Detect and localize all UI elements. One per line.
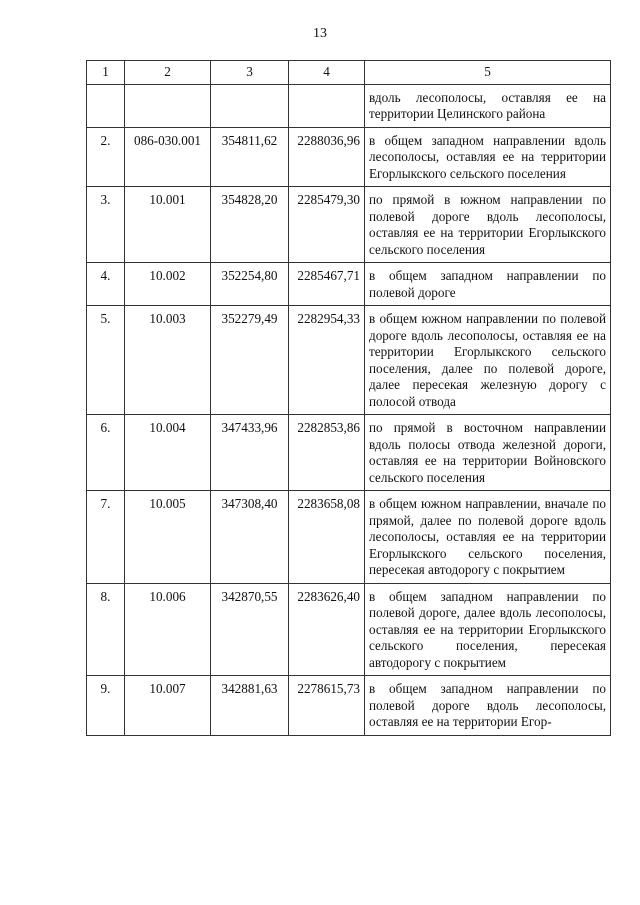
point-code: 10.002 <box>125 263 211 306</box>
row-number <box>87 84 125 127</box>
coord-y: 2283658,08 <box>289 491 365 584</box>
boundary-description: в общем западном направлении по полевой дороге, далее вдоль лесополосы, оставляя ее на территории Егорлыкского сельского поселения, пересекая автодорогу с покрытием <box>365 583 611 676</box>
coord-x <box>211 84 289 127</box>
header-cell: 3 <box>211 61 289 85</box>
header-cell: 5 <box>365 61 611 85</box>
table-row <box>87 306 611 415</box>
coord-y: 2282954,33 <box>289 306 365 415</box>
coord-x: 347433,96 <box>211 415 289 491</box>
point-code: 10.004 <box>125 415 211 491</box>
header-cell: 4 <box>289 61 365 85</box>
coord-y <box>289 84 365 127</box>
page-number: 13 <box>313 26 327 41</box>
table-row <box>87 415 611 491</box>
table-row <box>87 263 611 306</box>
point-code: 10.001 <box>125 187 211 263</box>
coord-x: 352254,80 <box>211 263 289 306</box>
point-code: 10.006 <box>125 583 211 676</box>
header-cell: 2 <box>125 61 211 85</box>
coord-y: 2285467,71 <box>289 263 365 306</box>
boundary-description: в общем западном направлении вдоль лесополосы, оставляя ее на территории Егорлыкского сельского поселения <box>365 127 611 187</box>
row-number: 7. <box>87 491 125 584</box>
coord-y: 2283626,40 <box>289 583 365 676</box>
coord-x: 342881,63 <box>211 676 289 736</box>
table-row <box>87 127 611 187</box>
boundary-description: в общем западном направлении по полевой дороге вдоль лесополосы, оставляя ее на территории Егор- <box>365 676 611 736</box>
row-number: 4. <box>87 263 125 306</box>
boundary-description: в общем западном направлении по полевой дороге <box>365 263 611 306</box>
row-number: 6. <box>87 415 125 491</box>
row-number: 2. <box>87 127 125 187</box>
header-row <box>87 61 611 85</box>
point-code <box>125 84 211 127</box>
table-row <box>87 583 611 676</box>
point-code: 10.007 <box>125 676 211 736</box>
table-row <box>87 676 611 736</box>
boundary-description: в общем южном направлении по полевой дороге вдоль лесополосы, оставляя ее на территории Егорлыкского сельского поселения, далее по полевой дороге, далее пересекая железную дорогу с полосой отвода <box>365 306 611 415</box>
coord-x: 352279,49 <box>211 306 289 415</box>
coord-x: 354811,62 <box>211 127 289 187</box>
boundary-description: в общем южном направлении, вначале по прямой, далее по полевой дороге вдоль лесополосы, оставляя ее на территории Егорлыкского сельского поселения, пересекая автодорогу с покрытием <box>365 491 611 584</box>
coord-y: 2282853,86 <box>289 415 365 491</box>
table-row <box>87 84 611 127</box>
point-code: 10.005 <box>125 491 211 584</box>
row-number: 5. <box>87 306 125 415</box>
table-row <box>87 187 611 263</box>
boundary-description: по прямой в восточном направлении вдоль полосы отвода железной дороги, оставляя ее на территории Войновского сельского поселения <box>365 415 611 491</box>
coord-x: 354828,20 <box>211 187 289 263</box>
point-code: 086-030.001 <box>125 127 211 187</box>
boundary-description: вдоль лесополосы, оставляя ее на территории Целинского района <box>365 84 611 127</box>
row-number: 9. <box>87 676 125 736</box>
header-cell: 1 <box>87 61 125 85</box>
coord-y: 2285479,30 <box>289 187 365 263</box>
point-code: 10.003 <box>125 306 211 415</box>
coord-y: 2278615,73 <box>289 676 365 736</box>
coord-x: 342870,55 <box>211 583 289 676</box>
boundary-table <box>86 60 611 736</box>
coord-y: 2288036,96 <box>289 127 365 187</box>
row-number: 3. <box>87 187 125 263</box>
boundary-description: по прямой в южном направлении по полевой дороге вдоль лесополосы, оставляя ее на территории Егорлыкского сельского поселения <box>365 187 611 263</box>
table-row <box>87 491 611 584</box>
row-number: 8. <box>87 583 125 676</box>
coord-x: 347308,40 <box>211 491 289 584</box>
